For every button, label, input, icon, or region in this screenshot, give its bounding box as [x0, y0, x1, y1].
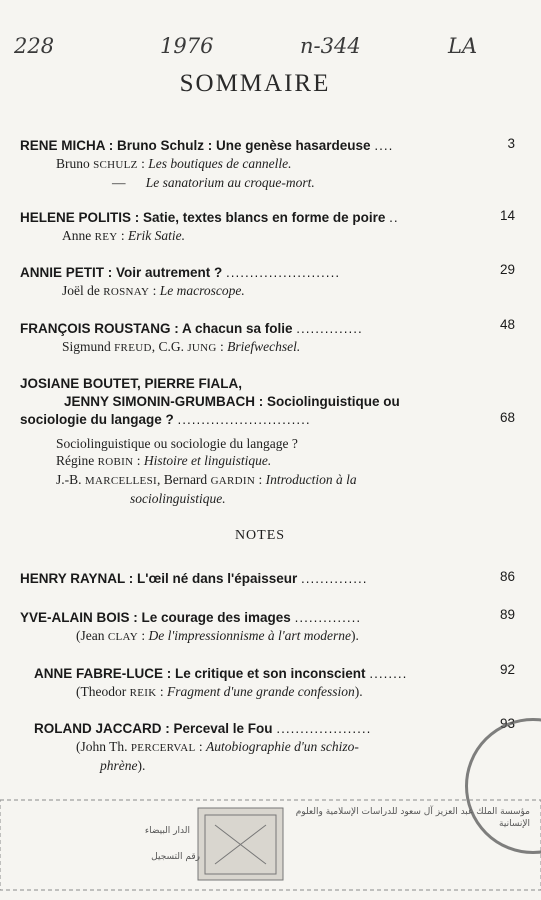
author-first: Anne [62, 228, 95, 243]
leader-dots: .............. [301, 571, 368, 586]
author-last: ROBIN [97, 456, 134, 468]
author-last: MARCELLESI [84, 475, 157, 487]
author-last: REIK [129, 687, 157, 699]
separator: : [133, 453, 144, 468]
author-last: GARDIN [210, 475, 256, 487]
stamp-text-line2: الدار البيضاء [144, 826, 190, 836]
page-number: 68 [499, 410, 515, 425]
toc-entry [20, 570, 520, 588]
book-title: phrène [100, 758, 138, 773]
book-title: Autobiographie d'un schizo- [205, 739, 359, 754]
entry-heading: ANNIE PETIT : Voir autrement ? [20, 265, 223, 280]
book-title: Les boutiques de cannelle. [148, 156, 292, 171]
author-first: Sigmund [62, 339, 115, 354]
toc-entry [20, 320, 520, 357]
leader-dots: .. [389, 210, 399, 225]
entry-heading: sociologie du langage ? [20, 412, 174, 427]
entry-heading: HELENE POLITIS : Satie, textes blancs en forme de poire [20, 210, 386, 225]
book-title: Le sanatorium au croque-mort. [145, 175, 315, 190]
separator: ). [137, 758, 146, 773]
separator: : [137, 156, 149, 171]
toc-entry [20, 137, 520, 191]
leader-dots: ........ [369, 666, 408, 681]
entry-heading: ROLAND JACCARD : Perceval le Fou [34, 721, 273, 736]
book-title: Le macroscope. [159, 283, 245, 298]
page-number: 3 [507, 136, 515, 151]
author-first: (Jean [76, 628, 108, 643]
toc-entry [20, 264, 520, 301]
page-number: 48 [499, 317, 515, 332]
author-last: REY [94, 231, 118, 243]
stamp-text-line3: رقم التسجيل [151, 852, 200, 862]
page-title: SOMMAIRE [179, 70, 331, 97]
page-number: 29 [499, 262, 515, 277]
separator: : [156, 684, 167, 699]
page-number: 93 [499, 716, 515, 731]
author-first: Régine [56, 453, 98, 468]
entry-heading: HENRY RAYNAL : L'œil né dans l'épaisseur [20, 571, 298, 586]
toc-entry [20, 609, 520, 646]
leader-dots: .............. [294, 610, 362, 625]
toc-entry [20, 209, 520, 246]
separator: ). [354, 684, 363, 699]
dash: — [112, 175, 126, 190]
entry-heading: RENE MICHA : Bruno Schulz : Une genèse hasardeuse [20, 138, 371, 153]
stamp-text-line1: مؤسسة الملك عبد العزيز آل سعود للدراسات الإسلامية والعلوم الإنسانية [295, 807, 530, 829]
book-title: Fragment d'une grande confession [167, 684, 355, 699]
page-number: 14 [499, 208, 515, 223]
handwritten-code: LA [448, 34, 478, 58]
handwritten-issue: n-344 [300, 34, 361, 58]
author-first: (John Th. [76, 739, 131, 754]
author-last: CLAY [107, 631, 138, 643]
notes-heading: NOTES [234, 528, 286, 543]
separator: : [138, 628, 149, 643]
separator: : [255, 472, 266, 487]
entry-heading: FRANÇOIS ROUSTANG : A chacun sa folie [20, 321, 293, 336]
author-first: (Theodor [76, 684, 130, 699]
separator: : [117, 228, 129, 243]
separator: , Bernard [156, 472, 211, 487]
entry-subtitle: Sociolinguistique ou sociologie du langage ? [56, 436, 298, 451]
page-number: 86 [499, 569, 515, 584]
author-last: FREUD [114, 342, 152, 354]
separator: , C.G. [151, 339, 188, 354]
book-title: Histoire et linguistique. [143, 453, 272, 468]
handwritten-year: 1976 [160, 34, 214, 58]
author-last: PERCERVAL [130, 742, 196, 754]
author-first: Bruno [56, 156, 94, 171]
separator: : [195, 739, 206, 754]
toc-entry [20, 375, 520, 507]
entry-heading: YVE-ALAIN BOIS : Le courage des images [20, 610, 291, 625]
leader-dots: .... [374, 138, 394, 153]
author-first: J.-B. [56, 472, 85, 487]
leader-dots: .................... [276, 721, 372, 736]
leader-dots: ........................ [226, 265, 341, 280]
book-title: De l'impressionnisme à l'art moderne [148, 628, 352, 643]
entry-heading: JENNY SIMONIN-GRUMBACH : Sociolinguistique ou [64, 394, 400, 409]
handwritten-number: 228 [14, 34, 55, 58]
author-first: Joël de [62, 283, 104, 298]
page-number: 89 [499, 607, 515, 622]
book-title: Briefwechsel. [227, 339, 301, 354]
leader-dots: .............. [296, 321, 363, 336]
leader-dots: ............................ [177, 412, 311, 427]
toc-entry [20, 720, 520, 774]
author-last: ROSNAY [103, 286, 150, 298]
author-last: JUNG [187, 342, 217, 354]
book-title: sociolinguistique. [130, 491, 226, 506]
book-title: Erik Satie. [128, 228, 186, 243]
toc-entry [20, 665, 520, 702]
separator: ). [351, 628, 359, 643]
author-last: SCHULZ [93, 159, 138, 171]
separator: : [216, 339, 228, 354]
page-number: 92 [499, 662, 515, 677]
separator: : [149, 283, 160, 298]
entry-heading: JOSIANE BOUTET, PIERRE FIALA, [20, 376, 243, 391]
book-title: Introduction à la [265, 472, 357, 487]
entry-heading: ANNE FABRE-LUCE : Le critique et son inconscient [34, 666, 366, 681]
